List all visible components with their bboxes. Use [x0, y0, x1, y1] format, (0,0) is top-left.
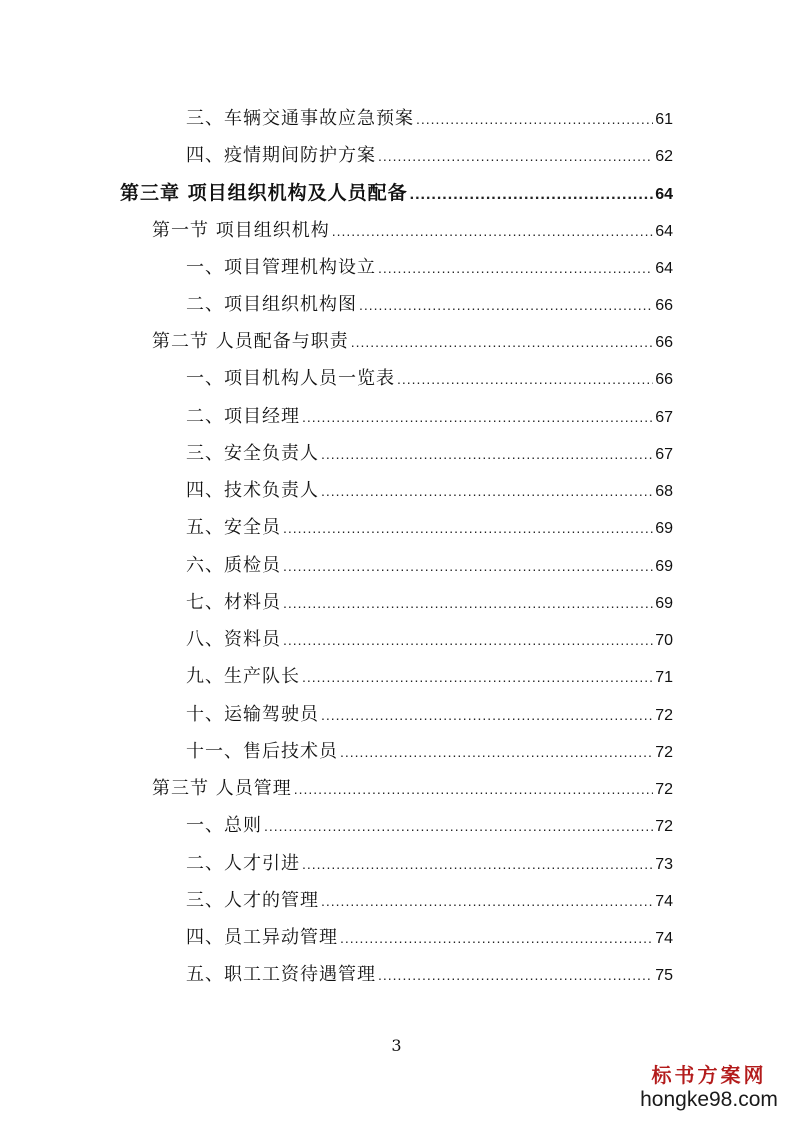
toc-entry-title: 一、总则 [186, 815, 262, 836]
toc-entry-page: 64 [655, 260, 673, 277]
toc-entry[interactable] [186, 849, 673, 879]
watermark-url: hongke98.com [640, 1088, 778, 1111]
toc-entry-title: 七、材料员 [186, 592, 281, 613]
toc-entry-title: 四、技术负责人 [186, 480, 319, 501]
toc-entry[interactable] [186, 141, 673, 171]
toc-entry[interactable] [186, 551, 673, 581]
toc-leader-dots [302, 849, 653, 879]
toc-entry[interactable] [186, 662, 673, 692]
toc-entry-page: 74 [655, 930, 673, 947]
toc-entry-page: 67 [655, 409, 673, 426]
toc-leader-dots [416, 104, 653, 134]
toc-section-entry[interactable] [152, 774, 673, 804]
toc-entry[interactable] [186, 476, 673, 506]
toc-section-entry[interactable] [152, 216, 673, 246]
toc-entry-page: 62 [655, 148, 673, 165]
toc-entry-page: 66 [655, 371, 673, 388]
toc-leader-dots [283, 551, 653, 581]
toc-leader-dots [332, 216, 653, 246]
toc-entry-title: 十一、售后技术员 [186, 741, 338, 762]
toc-entry-title: 一、项目管理机构设立 [186, 257, 376, 278]
toc-entry[interactable] [186, 402, 673, 432]
toc-entry[interactable] [186, 104, 673, 134]
toc-entry-title: 四、员工异动管理 [186, 927, 338, 948]
toc-entry[interactable] [186, 588, 673, 618]
toc-leader-dots [294, 774, 653, 804]
toc-entry[interactable] [186, 960, 673, 990]
toc-entry-page: 64 [655, 186, 673, 203]
toc-entry-page: 72 [655, 744, 673, 761]
page-number: 3 [391, 1036, 402, 1055]
toc-entry-page: 68 [655, 483, 673, 500]
toc-leader-dots [283, 625, 653, 655]
toc-entry[interactable] [186, 253, 673, 283]
toc-entry-title: 第三节 人员管理 [152, 778, 292, 799]
toc-entry-title: 二、人才引进 [186, 853, 300, 874]
toc-entry-title: 三、车辆交通事故应急预案 [186, 108, 414, 129]
toc-leader-dots [283, 588, 653, 618]
toc-leader-dots [302, 662, 653, 692]
toc-leader-dots [359, 290, 653, 320]
toc-entry-page: 66 [655, 297, 673, 314]
toc-leader-dots [264, 811, 653, 841]
toc-leader-dots [302, 402, 653, 432]
toc-entry-title: 三、安全负责人 [186, 443, 319, 464]
toc-leader-dots [397, 364, 653, 394]
toc-entry-page: 61 [655, 111, 673, 128]
toc-entry-title: 八、资料员 [186, 629, 281, 650]
toc-entry-title: 四、疫情期间防护方案 [186, 145, 376, 166]
toc-leader-dots [378, 141, 653, 171]
toc-entry-page: 70 [655, 632, 673, 649]
toc-leader-dots [351, 327, 653, 357]
toc-entry[interactable] [186, 439, 673, 469]
toc-leader-dots [340, 923, 653, 953]
toc-entry-page: 71 [655, 669, 673, 686]
toc-entry-page: 69 [655, 595, 673, 612]
toc-leader-dots [410, 180, 654, 210]
toc-entry-page: 72 [655, 707, 673, 724]
toc-entry[interactable] [186, 364, 673, 394]
toc-leader-dots [321, 700, 653, 730]
toc-entry-title: 二、项目组织机构图 [186, 294, 357, 315]
toc-entry[interactable] [186, 923, 673, 953]
watermark-brand: 标书方案网 [651, 1063, 767, 1087]
toc-entry-title: 一、项目机构人员一览表 [186, 368, 395, 389]
toc-entry-page: 73 [655, 856, 673, 873]
toc-entry[interactable] [186, 513, 673, 543]
toc-entry[interactable] [186, 886, 673, 916]
toc-leader-dots [321, 886, 653, 916]
toc-entry[interactable] [186, 737, 673, 767]
toc-entry-title: 十、运输驾驶员 [186, 704, 319, 725]
toc-entry[interactable] [186, 625, 673, 655]
toc-entry-title: 第二节 人员配备与职责 [152, 331, 349, 352]
toc-entry-page: 64 [655, 223, 673, 240]
site-watermark [639, 1062, 779, 1112]
toc-entry[interactable] [186, 290, 673, 320]
toc-entry[interactable] [186, 700, 673, 730]
toc-entry-title: 五、职工工资待遇管理 [186, 964, 376, 985]
toc-entry-title: 第三章 项目组织机构及人员配备 [120, 182, 408, 204]
toc-entry-page: 74 [655, 893, 673, 910]
toc-entry-title: 九、生产队长 [186, 666, 300, 687]
toc-entry-title: 五、安全员 [186, 517, 281, 538]
toc-chapter-entry[interactable] [120, 178, 673, 208]
toc-leader-dots [378, 960, 653, 990]
toc-section-entry[interactable] [152, 327, 673, 357]
toc-entry-title: 三、人才的管理 [186, 890, 319, 911]
toc-entry-title: 二、项目经理 [186, 406, 300, 427]
toc-leader-dots [321, 476, 653, 506]
toc-leader-dots [340, 737, 653, 767]
toc-entry-page: 66 [655, 334, 673, 351]
toc-entry[interactable] [186, 811, 673, 841]
toc-leader-dots [378, 253, 653, 283]
toc-entry-page: 72 [655, 818, 673, 835]
toc-entry-page: 67 [655, 446, 673, 463]
toc-leader-dots [321, 439, 653, 469]
toc-leader-dots [283, 513, 653, 543]
toc-entry-page: 75 [655, 967, 673, 984]
toc-entry-page: 69 [655, 520, 673, 537]
toc-entry-title: 第一节 项目组织机构 [152, 220, 330, 241]
toc-entry-page: 72 [655, 781, 673, 798]
toc-entry-title: 六、质检员 [186, 555, 281, 576]
toc-entry-page: 69 [655, 558, 673, 575]
